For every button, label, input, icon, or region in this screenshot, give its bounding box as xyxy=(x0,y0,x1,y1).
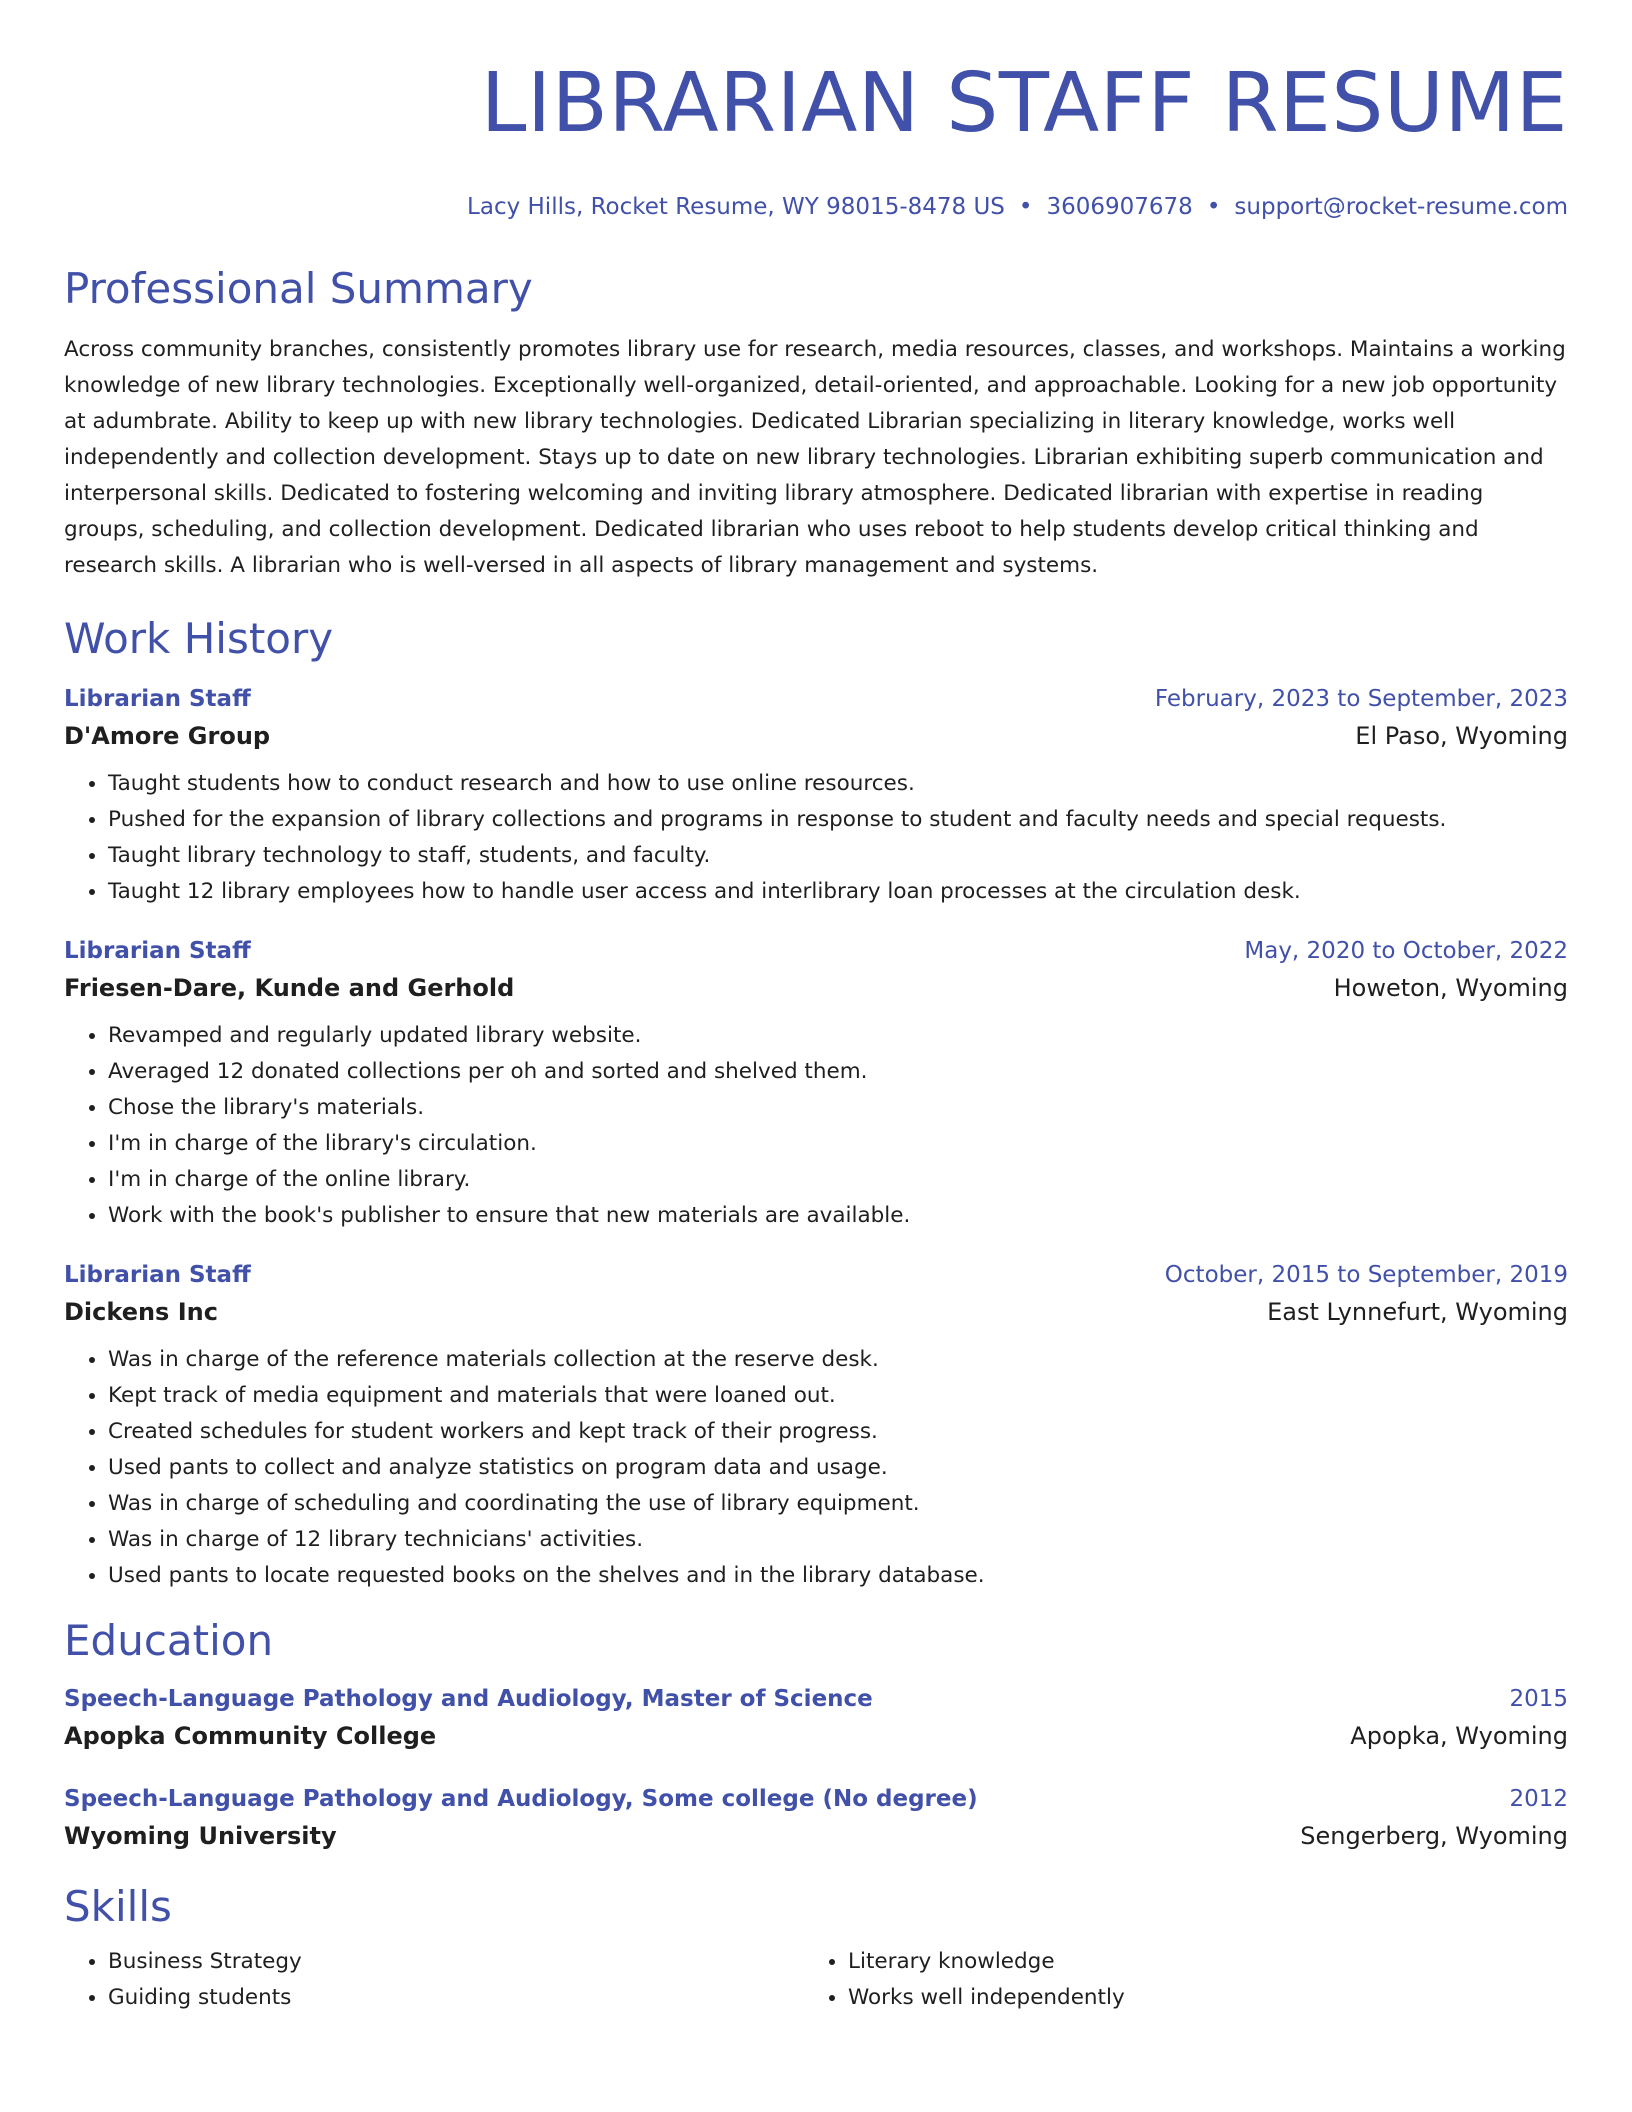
job-bullet: • Was in charge of scheduling and coordinating the use of library equipment. xyxy=(108,1486,1568,1522)
skills-heading: Skills xyxy=(64,1882,172,1931)
job-company: Dickens Inc xyxy=(64,1298,218,1326)
education-heading: Education xyxy=(64,1616,274,1665)
education-entry xyxy=(64,1682,1568,1756)
education-school: Wyoming University xyxy=(64,1822,337,1850)
education-entry xyxy=(64,1782,1568,1856)
education-location: Apopka, Wyoming xyxy=(1350,1722,1568,1750)
job-company: D'Amore Group xyxy=(64,722,271,750)
job-dates: October, 2015 to September, 2019 xyxy=(1164,1262,1568,1288)
skill-item: • Works well independently xyxy=(848,1980,1544,2016)
skill-item: • Guiding students xyxy=(108,1980,804,2016)
job-dates: February, 2023 to September, 2023 xyxy=(1154,686,1568,712)
contact-separator: • xyxy=(1206,194,1221,220)
skill-item: • Business Strategy xyxy=(108,1944,804,1980)
job-location: East Lynnefurt, Wyoming xyxy=(1267,1298,1568,1326)
summary-heading: Professional Summary xyxy=(64,264,533,313)
job-bullets xyxy=(64,1342,1568,1594)
job-bullet: • I'm in charge of the online library. xyxy=(108,1162,1568,1198)
job-bullet: • Used pants to collect and analyze statistics on program data and usage. xyxy=(108,1450,1568,1486)
summary-text: Across community branches, consistently promotes library use for research, media resources, classes, and workshops. Maintains a working knowledge of new library technologies. Exceptionally well-organized, detail-oriented, and approachable. Looking for a new job opportunity at adumbrate. Ability to keep up with new library technologies. Dedicated Librarian specializing in literary knowledge, works well independently and collection development. Stays up to date on new library technologies. Librarian exhibiting superb communication and interpersonal skills. Dedicated to fostering welcoming and inviting library atmosphere. Dedicated librarian with expertise in reading groups, scheduling, and collection development. Dedicated librarian who uses reboot to help students develop critical thinking and research skills. A librarian who is well-versed in all aspects of library management and systems. xyxy=(64,337,1566,578)
skills-column-left xyxy=(64,1944,804,2016)
job-bullet: • Used pants to locate requested books on the shelves and in the library database. xyxy=(108,1558,1568,1594)
job-bullet: • Averaged 12 donated collections per oh and sorted and shelved them. xyxy=(108,1054,1568,1090)
job-bullet: • Revamped and regularly updated library website. xyxy=(108,1018,1568,1054)
education-year: 2012 xyxy=(1509,1786,1568,1812)
job-title: Librarian Staff xyxy=(64,1262,251,1288)
work-history-heading: Work History xyxy=(64,614,334,663)
education-location: Sengerberg, Wyoming xyxy=(1300,1822,1568,1850)
job-location: Howeton, Wyoming xyxy=(1333,974,1568,1002)
education-school: Apopka Community College xyxy=(64,1722,437,1750)
job-bullet: • Taught library technology to staff, students, and faculty. xyxy=(108,838,1568,874)
contact-phone: 3606907678 xyxy=(1046,194,1193,220)
job-bullet: • Was in charge of the reference materials collection at the reserve desk. xyxy=(108,1342,1568,1378)
skills-list xyxy=(64,1944,1568,2016)
contact-line xyxy=(64,192,1568,222)
job-entry xyxy=(64,1258,1568,1594)
contact-separator: • xyxy=(1018,194,1033,220)
education-year: 2015 xyxy=(1509,1686,1568,1712)
job-entry xyxy=(64,682,1568,910)
job-title: Librarian Staff xyxy=(64,686,251,712)
job-bullet: • Taught 12 library employees how to handle user access and interlibrary loan processes at the circulation desk. xyxy=(108,874,1568,910)
job-title: Librarian Staff xyxy=(64,938,251,964)
job-bullet: • Taught students how to conduct research and how to use online resources. xyxy=(108,766,1568,802)
skills-column-right xyxy=(804,1944,1544,2016)
job-bullet: • Pushed for the expansion of library collections and programs in response to student and faculty needs and special requests. xyxy=(108,802,1568,838)
job-entry xyxy=(64,934,1568,1234)
job-bullets xyxy=(64,1018,1568,1234)
contact-email: support@rocket-resume.com xyxy=(1234,194,1568,220)
job-location: El Paso, Wyoming xyxy=(1355,722,1568,750)
job-bullet: • I'm in charge of the library's circulation. xyxy=(108,1126,1568,1162)
job-bullet: • Was in charge of 12 library technicians' activities. xyxy=(108,1522,1568,1558)
job-bullet: • Chose the library's materials. xyxy=(108,1090,1568,1126)
resume-title: LIBRARIAN STAFF RESUME xyxy=(480,56,1568,151)
job-dates: May, 2020 to October, 2022 xyxy=(1244,938,1568,964)
skill-item: • Literary knowledge xyxy=(848,1944,1544,1980)
job-company: Friesen-Dare, Kunde and Gerhold xyxy=(64,974,515,1002)
job-bullets xyxy=(64,766,1568,910)
job-bullet: • Created schedules for student workers and kept track of their progress. xyxy=(108,1414,1568,1450)
education-degree: Speech-Language Pathology and Audiology, Some college (No degree) xyxy=(64,1786,978,1812)
contact-address: Lacy Hills, Rocket Resume, WY 98015-8478 US xyxy=(467,194,1005,220)
job-bullet: • Work with the book's publisher to ensure that new materials are available. xyxy=(108,1198,1568,1234)
job-bullet: • Kept track of media equipment and materials that were loaned out. xyxy=(108,1378,1568,1414)
education-degree: Speech-Language Pathology and Audiology, Master of Science xyxy=(64,1686,873,1712)
